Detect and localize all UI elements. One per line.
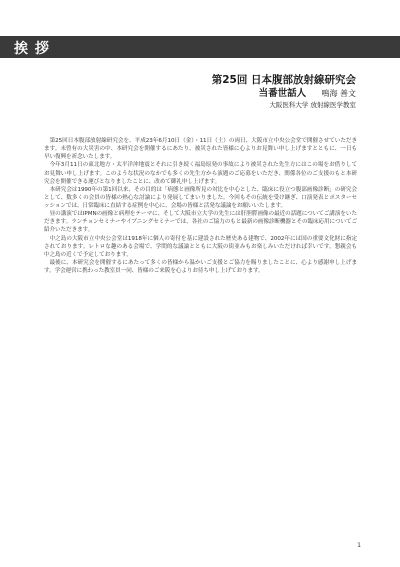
body-paragraph: 本研究会は1990年の第1回以来、その目的は「病態と画像所見の対比を中心とした、臨床に役立つ腹部画像診断」の研究会として、数多くの会員の皆様の熱心な討論により発展してまいりました。今回もその伝統を受け継ぎ、口演発表とポスターセッションでは、日常臨床に直結する症例を中心に、会場の皆様と活発な議論をお願いいたします。 [44,186,357,209]
body-text [44,137,357,275]
body-paragraph: 中之島の大阪市立中央公会堂は1918年に個人の寄付を基に建設された歴史ある建物で、2002年には国の重要文化財に指定されております。レトロな趣のある会場で、学問的な議論とともに大阪の街並みもお楽しみいただければ幸いです。懇親会も中之島の近くで予定しております。 [44,235,357,258]
author-line [212,87,356,100]
page-number: 1 [357,541,362,549]
body-paragraph: 最後に、本研究会を開催するにあたって多くの皆様から温かいご支援とご協力を賜りましたことに、心より感謝申し上げます。学会運営に携わった教室員一同、皆様のご来阪を心よりお待ち申し上げております。 [44,259,357,274]
body-paragraph: 今年3月11日の東北地方・太平洋沖地震とそれに引き続く福島原発の事故により被災された先生方にはこの場をお借りしてお見舞い申し上げます。このような状況のなかでも多くの先生方から演題のご応募をいただき、関係各位のご支援のもと本研究会を開催できる運びとなりましたことに、改めて御礼申し上げます。 [44,162,357,185]
body-paragraph: 第25回日本腹部放射線研究会を、平成23年6月10日（金）・11日（土）の両日、大阪市立中央公会堂で開催させていただきます。未曾有の大災害の中、本研究会を開催するにあたり、被災された皆様に心よりお見舞い申し上げますとともに、一日も早い復興を祈念いたします。 [44,138,357,161]
author-name: 鳴海 善文 [321,89,356,98]
author-role: 当番世話人 [258,88,307,99]
header-band [0,36,400,58]
body-paragraph: 昼の講演ではIPMNの画像と病理をテーマに、そして大阪市立大学の先生には肝胆膵画像の最近の話題についてご講演をいただきます。ランチョンセミナーやイブニングセミナーでは、各社のご協力のもと最新の画像診断機器とその臨床応用についてご紹介いただきます。 [44,211,357,234]
document-title: 第25回 日本腹部放射線研究会 [211,74,356,86]
section-header-label: 挨 拶 [14,41,50,57]
author-affiliation: 大阪医科大学 放射線医学教室 [269,101,356,109]
title-block [212,73,356,111]
